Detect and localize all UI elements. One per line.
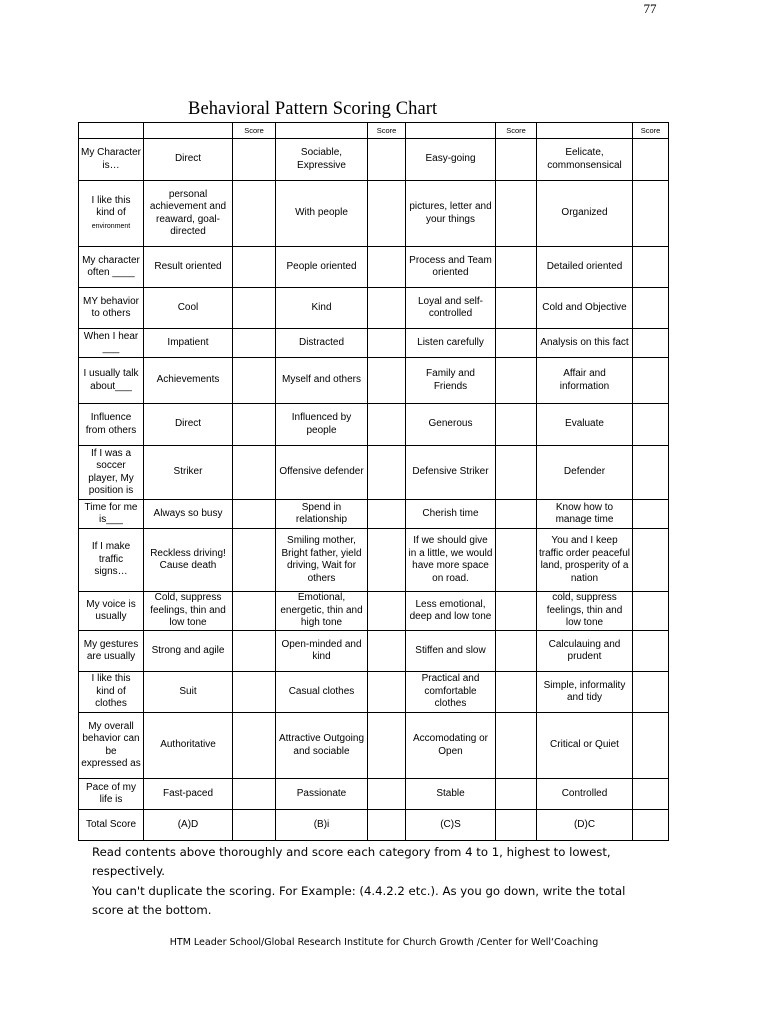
score-input-cell[interactable] [496, 672, 537, 713]
trait-cell: Cherish time [406, 500, 496, 529]
score-input-cell[interactable] [496, 713, 537, 779]
trait-cell: Simple, informality and tidy [537, 672, 633, 713]
trait-cell: Family and Friends [406, 358, 496, 404]
trait-cell: Emotional, energetic, thin and high tone [276, 592, 368, 631]
trait-cell: Achievements [144, 358, 233, 404]
row-label-text: My voice is usually [86, 598, 136, 622]
header-blank-cell [144, 123, 233, 139]
score-input-cell[interactable] [368, 288, 406, 329]
trait-cell: pictures, letter and your things [406, 181, 496, 247]
table-row [79, 404, 669, 446]
trait-cell: Casual clothes [276, 672, 368, 713]
score-input-cell[interactable] [496, 631, 537, 672]
score-input-cell[interactable] [368, 713, 406, 779]
trait-cell: Stable [406, 779, 496, 810]
trait-cell: Affair and information [537, 358, 633, 404]
row-label [79, 288, 144, 329]
table-row [79, 631, 669, 672]
trait-cell: Eelicate, commonsensical [537, 139, 633, 181]
score-input-cell[interactable] [496, 592, 537, 631]
row-label-text: Pace of my life is [85, 781, 137, 805]
trait-cell: Organized [537, 181, 633, 247]
header-row [79, 123, 669, 139]
trait-cell: Calculauing and prudent [537, 631, 633, 672]
score-input-cell[interactable] [633, 358, 669, 404]
score-input-cell[interactable] [233, 247, 276, 288]
score-header: Score [233, 123, 276, 139]
score-input-cell[interactable] [368, 672, 406, 713]
score-input-cell[interactable] [496, 404, 537, 446]
trait-cell: Distracted [276, 329, 368, 358]
row-label-text: I usually talk about___ [83, 368, 139, 392]
score-input-cell[interactable] [633, 181, 669, 247]
trait-cell: Loyal and self-controlled [406, 288, 496, 329]
score-input-cell[interactable] [368, 500, 406, 529]
table-row [79, 358, 669, 404]
table-row [79, 139, 669, 181]
score-input-cell[interactable] [633, 779, 669, 810]
row-label [79, 404, 144, 446]
row-label-text: My overall behavior can be expressed as [81, 720, 141, 769]
row-label [79, 358, 144, 404]
trait-cell: Cold, suppress feelings, thin and low tone [144, 592, 233, 631]
trait-cell: Attractive Outgoing and sociable [276, 713, 368, 779]
score-input-cell[interactable] [233, 358, 276, 404]
score-input-cell[interactable] [233, 713, 276, 779]
row-label-text: I like this kind of clothes [91, 673, 131, 710]
score-input-cell[interactable] [368, 529, 406, 592]
score-input-cell[interactable] [233, 500, 276, 529]
row-label [79, 529, 144, 592]
trait-cell: cold, suppress feelings, thin and low tone [537, 592, 633, 631]
trait-cell: Detailed oriented [537, 247, 633, 288]
trait-cell: Spend in relationship [276, 500, 368, 529]
score-input-cell[interactable] [496, 329, 537, 358]
trait-cell: Know how to manage time [537, 500, 633, 529]
row-label-text: Influence from others [85, 412, 137, 436]
trait-cell: (C)S [406, 810, 496, 841]
instructions [92, 843, 652, 920]
score-input-cell[interactable] [633, 139, 669, 181]
trait-cell: Less emotional, deep and low tone [406, 592, 496, 631]
score-input-cell[interactable] [496, 181, 537, 247]
score-input-cell[interactable] [368, 810, 406, 841]
score-header: Score [633, 123, 669, 139]
table-row [79, 810, 669, 841]
trait-cell: Listen carefully [406, 329, 496, 358]
row-label [79, 446, 144, 500]
row-label [79, 810, 144, 841]
score-input-cell[interactable] [233, 446, 276, 500]
trait-cell: Generous [406, 404, 496, 446]
row-label [79, 329, 144, 358]
score-header: Score [496, 123, 537, 139]
row-label-text: Total Score [85, 818, 137, 830]
trait-cell: You and I keep traffic order peaceful land, prosperity of a nation [537, 529, 633, 592]
row-label-text: When I hear ___ [83, 330, 139, 354]
score-input-cell[interactable] [233, 404, 276, 446]
trait-cell: Impatient [144, 329, 233, 358]
row-label-text: My character often ____ [82, 254, 140, 278]
page-number: 77 [643, 1, 657, 16]
score-input-cell[interactable] [496, 500, 537, 529]
scoring-table [78, 122, 669, 841]
trait-cell: Myself and others [276, 358, 368, 404]
trait-cell: Smiling mother, Bright father, yield driving, Wait for others [276, 529, 368, 592]
score-input-cell[interactable] [233, 329, 276, 358]
trait-cell: Result oriented [144, 247, 233, 288]
row-label-text: I like this kind of [91, 194, 131, 219]
trait-cell: People oriented [276, 247, 368, 288]
table-row [79, 779, 669, 810]
trait-cell: personal achievement and reaward, goal-directed [144, 181, 233, 247]
score-input-cell[interactable] [496, 139, 537, 181]
row-label-text: Time for me is___ [84, 501, 138, 525]
score-header: Score [368, 123, 406, 139]
score-input-cell[interactable] [633, 247, 669, 288]
trait-cell: Defender [537, 446, 633, 500]
header-blank-cell [79, 123, 144, 139]
score-input-cell[interactable] [368, 446, 406, 500]
trait-cell: Defensive Striker [406, 446, 496, 500]
row-label-subtext: environment [91, 222, 131, 230]
score-input-cell[interactable] [368, 404, 406, 446]
table-row [79, 446, 669, 500]
trait-cell: Cool [144, 288, 233, 329]
score-input-cell[interactable] [368, 139, 406, 181]
score-input-cell[interactable] [496, 779, 537, 810]
score-input-cell[interactable] [368, 181, 406, 247]
trait-cell: Fast-paced [144, 779, 233, 810]
table-row [79, 247, 669, 288]
table-row [79, 329, 669, 358]
row-label [79, 181, 144, 247]
score-input-cell[interactable] [496, 446, 537, 500]
trait-cell: With people [276, 181, 368, 247]
trait-cell: Striker [144, 446, 233, 500]
table-row [79, 672, 669, 713]
score-input-cell[interactable] [496, 288, 537, 329]
row-label [79, 592, 144, 631]
table-row [79, 181, 669, 247]
trait-cell: Passionate [276, 779, 368, 810]
score-input-cell[interactable] [368, 329, 406, 358]
score-input-cell[interactable] [233, 139, 276, 181]
score-input-cell[interactable] [633, 631, 669, 672]
trait-cell: Critical or Quiet [537, 713, 633, 779]
row-label-text: If I make traffic signs… [91, 541, 131, 578]
header-blank-cell [276, 123, 368, 139]
table-row [79, 529, 669, 592]
trait-cell: Controlled [537, 779, 633, 810]
table-row [79, 592, 669, 631]
instruction-line: Read contents above thoroughly and score each category from 4 to 1, highest to lowest, respectively. [92, 845, 611, 879]
score-input-cell[interactable] [368, 631, 406, 672]
trait-cell: Sociable, Expressive [276, 139, 368, 181]
row-label [79, 247, 144, 288]
score-input-cell[interactable] [368, 592, 406, 631]
score-input-cell[interactable] [368, 779, 406, 810]
trait-cell: Stiffen and slow [406, 631, 496, 672]
score-input-cell[interactable] [368, 358, 406, 404]
trait-cell: Offensive defender [276, 446, 368, 500]
score-input-cell[interactable] [233, 592, 276, 631]
score-input-cell[interactable] [496, 810, 537, 841]
table-row [79, 713, 669, 779]
score-input-cell[interactable] [633, 672, 669, 713]
trait-cell: Kind [276, 288, 368, 329]
row-label [79, 500, 144, 529]
trait-cell: Cold and Objective [537, 288, 633, 329]
trait-cell: Open-minded and kind [276, 631, 368, 672]
header-blank-cell [406, 123, 496, 139]
score-input-cell[interactable] [496, 247, 537, 288]
score-input-cell[interactable] [233, 529, 276, 592]
score-input-cell[interactable] [633, 329, 669, 358]
score-input-cell[interactable] [233, 810, 276, 841]
score-input-cell[interactable] [233, 672, 276, 713]
table-row [79, 500, 669, 529]
score-input-cell[interactable] [233, 288, 276, 329]
trait-cell: (A)D [144, 810, 233, 841]
row-label [79, 779, 144, 810]
row-label-text: MY behavior to others [83, 295, 139, 319]
score-input-cell[interactable] [496, 358, 537, 404]
row-label-text: My gestures are usually [83, 638, 139, 662]
trait-cell: Reckless driving! Cause death [144, 529, 233, 592]
row-label [79, 672, 144, 713]
chart-title: Behavioral Pattern Scoring Chart [188, 99, 438, 119]
score-input-cell[interactable] [633, 446, 669, 500]
trait-cell: Always so busy [144, 500, 233, 529]
trait-cell: Accomodating or Open [406, 713, 496, 779]
score-input-cell[interactable] [233, 181, 276, 247]
trait-cell: Process and Team oriented [406, 247, 496, 288]
row-label-text: My Character is… [81, 147, 142, 171]
trait-cell: If we should give in a little, we would have more space on road. [406, 529, 496, 592]
footer: HTM Leader School/Global Research Institute for Church Growth /Center for Well‘Coaching [169, 937, 599, 948]
trait-cell: Authoritative [144, 713, 233, 779]
score-input-cell[interactable] [233, 631, 276, 672]
trait-cell: Direct [144, 404, 233, 446]
score-input-cell[interactable] [633, 500, 669, 529]
score-input-cell[interactable] [633, 288, 669, 329]
trait-cell: (D)C [537, 810, 633, 841]
trait-cell: Direct [144, 139, 233, 181]
trait-cell: Practical and comfortable clothes [406, 672, 496, 713]
row-label [79, 713, 144, 779]
score-input-cell[interactable] [633, 810, 669, 841]
row-label-text: If I was a soccer player, My position is [88, 447, 134, 496]
table-row [79, 288, 669, 329]
header-blank-cell [537, 123, 633, 139]
score-input-cell[interactable] [368, 247, 406, 288]
score-input-cell[interactable] [633, 529, 669, 592]
trait-cell: Easy-going [406, 139, 496, 181]
trait-cell: Evaluate [537, 404, 633, 446]
trait-cell: Analysis on this fact [537, 329, 633, 358]
trait-cell: (B)i [276, 810, 368, 841]
trait-cell: Influenced by people [276, 404, 368, 446]
score-input-cell[interactable] [233, 779, 276, 810]
row-label [79, 631, 144, 672]
score-input-cell[interactable] [633, 592, 669, 631]
score-input-cell[interactable] [496, 529, 537, 592]
instruction-line: You can't duplicate the scoring. For Example: (4.4.2.2 etc.). As you go down, write the total score at the bottom. [92, 883, 626, 917]
trait-cell: Suit [144, 672, 233, 713]
score-input-cell[interactable] [633, 404, 669, 446]
row-label [79, 139, 144, 181]
trait-cell: Strong and agile [144, 631, 233, 672]
score-input-cell[interactable] [633, 713, 669, 779]
